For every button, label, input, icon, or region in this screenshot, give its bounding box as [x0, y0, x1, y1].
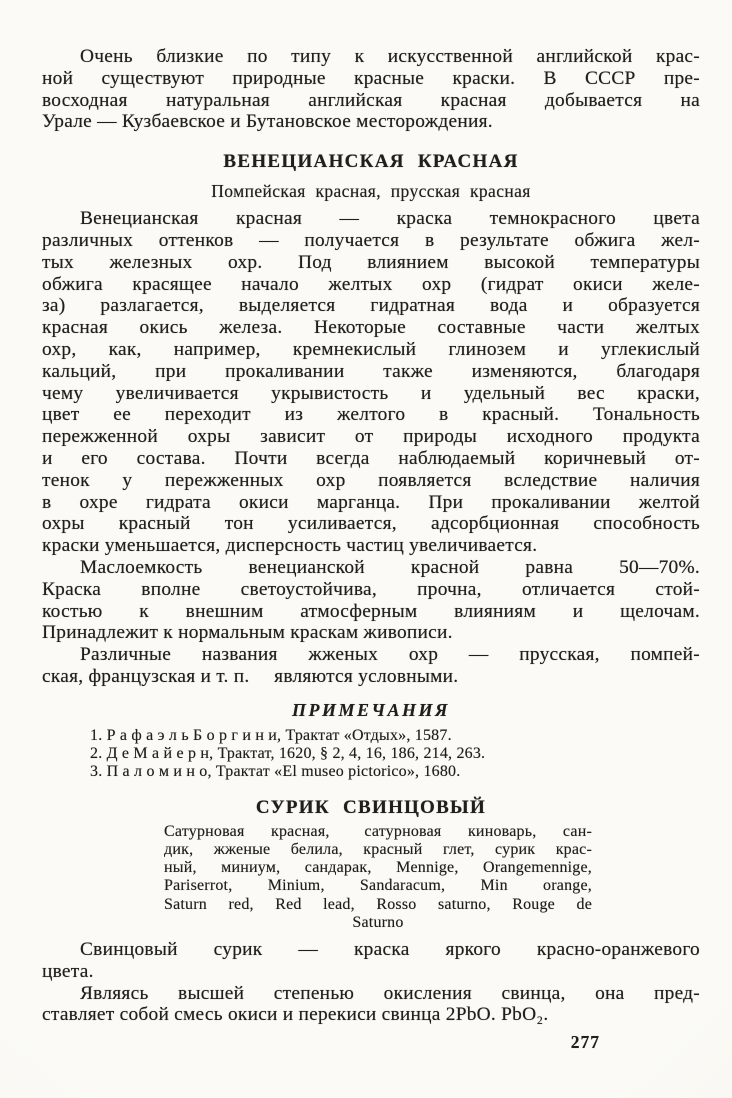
venetian-red-body-paragraph — [42, 208, 700, 557]
text-line: тенок у пережженных охр появляется вследствие наличия — [42, 469, 700, 491]
section-title-venetian-red: ВЕНЕЦИАНСКАЯ КРАСНАЯ — [223, 151, 519, 173]
text-block — [42, 46, 700, 1051]
text-line: ный, миниум, сандарак, Mennige, Orangemennige, — [164, 859, 592, 877]
text-line: Принадлежит к нормальным краскам живописи. — [42, 622, 453, 644]
text-line: чему увеличивается укрывистость и удельный вес краски, — [42, 382, 700, 404]
text-line: тых железных охр. Под влиянием высокой температуры — [42, 251, 700, 273]
text-line: костью к внешним атмосферным влияниям и щелочам. — [42, 600, 700, 622]
text-line: Краска вполне светоустойчива, прочна, отличается стой- — [42, 578, 700, 600]
text-line: Saturn red, Red lead, Rosso saturno, Rouge de — [164, 895, 592, 913]
text-line: охры красный тон усиливается, адсорбционная способность — [42, 513, 700, 535]
section-title-red-lead: СУРИК СВИНЦОВЫЙ — [255, 796, 487, 818]
text-line: ной существуют природные красные краски. В СССР пре- — [42, 67, 700, 89]
text-line: краски уменьшается, дисперсность частиц увеличивается. — [42, 535, 538, 557]
text-line: Pariserrot, Minium, Sandaracum, Min orange, — [164, 877, 592, 895]
text-line: 1. Р а ф а э л ь Б о р г и н и, Трактат «Отдых», 1587. — [90, 726, 452, 744]
text-line: восходная натуральная английская красная добывается на — [42, 89, 700, 111]
oil-absorption-paragraph — [42, 557, 700, 644]
text-line: кальций, при прокаливании также изменяются, благодаря — [42, 360, 700, 382]
text-line: цвета. — [42, 960, 94, 982]
notes-list — [42, 727, 700, 781]
text-line: красная окись железа. Некоторые составные части желтых — [42, 317, 700, 339]
section-subtitle-venetian-red-synonyms: Помпейская красная, прусская красная — [211, 181, 531, 202]
text-line: Saturno — [352, 913, 404, 931]
text-line: за) разлагается, выделяется гидратная вода и образуется — [42, 295, 700, 317]
red-lead-oxidation-paragraph — [42, 983, 700, 1027]
red-lead-synonyms-block — [164, 823, 592, 932]
text-line: 3. П а л о м и н о, Трактат «El museo pictorico», 1680. — [90, 762, 461, 780]
text-line: цвет ее переходит из желтого в красный. Тональность — [42, 404, 700, 426]
text-line: пережженной охры зависит от природы исходного продукта — [42, 426, 700, 448]
text-line: дик, жженые белила, красный глет, сурик крас- — [164, 840, 592, 858]
text-line: Урале — Кузбаевское и Бутановское месторождения. — [42, 111, 493, 133]
red-lead-color-paragraph — [42, 939, 700, 983]
notes-heading: ПРИМЕЧАНИЯ — [292, 699, 450, 720]
text-line: и его состава. Почти всегда наблюдаемый коричневый от- — [42, 447, 700, 469]
text-line: обжига красящее начало желтых охр (гидрат окиси желе- — [42, 273, 700, 295]
intro-paragraph — [42, 46, 700, 133]
names-conventional-paragraph — [42, 644, 700, 688]
text-line: Свинцовый сурик — краска яркого красно-оранжевого — [80, 938, 700, 960]
text-line: различных оттенков — получается в результате обжига жел- — [42, 229, 700, 251]
text-line: Венецианская красная — краска темнокрасного цвета — [80, 208, 700, 230]
text-line: Являясь высшей степенью окисления свинца, она пред- — [80, 982, 700, 1004]
text-line: в охре гидрата окиси марганца. При прокаливании желтой — [42, 491, 700, 513]
text-line: охр, как, например, кремнекислый глинозем и углекислый — [42, 338, 700, 360]
text-line: ставляет собой смесь окиси и перекиси свинца 2PbO. PbO₂. — [42, 1004, 549, 1026]
text-line: ская, французская и т. п. являются условными. — [42, 665, 459, 687]
text-line: Сатурновая красная, сатурновая киноварь, сан- — [164, 822, 592, 840]
text-line: Маслоемкость венецианской красной равна 50—70%. — [80, 556, 700, 578]
text-line: Очень близкие по типу к искусственной английской крас- — [80, 46, 700, 67]
page-number: 277 — [570, 1032, 600, 1053]
text-line: Различные названия жженых охр — прусская, помпей- — [80, 644, 700, 666]
text-line: 2. Д е М а й е р н, Трактат, 1620, § 2, 4, 16, 186, 214, 263. — [90, 744, 486, 762]
